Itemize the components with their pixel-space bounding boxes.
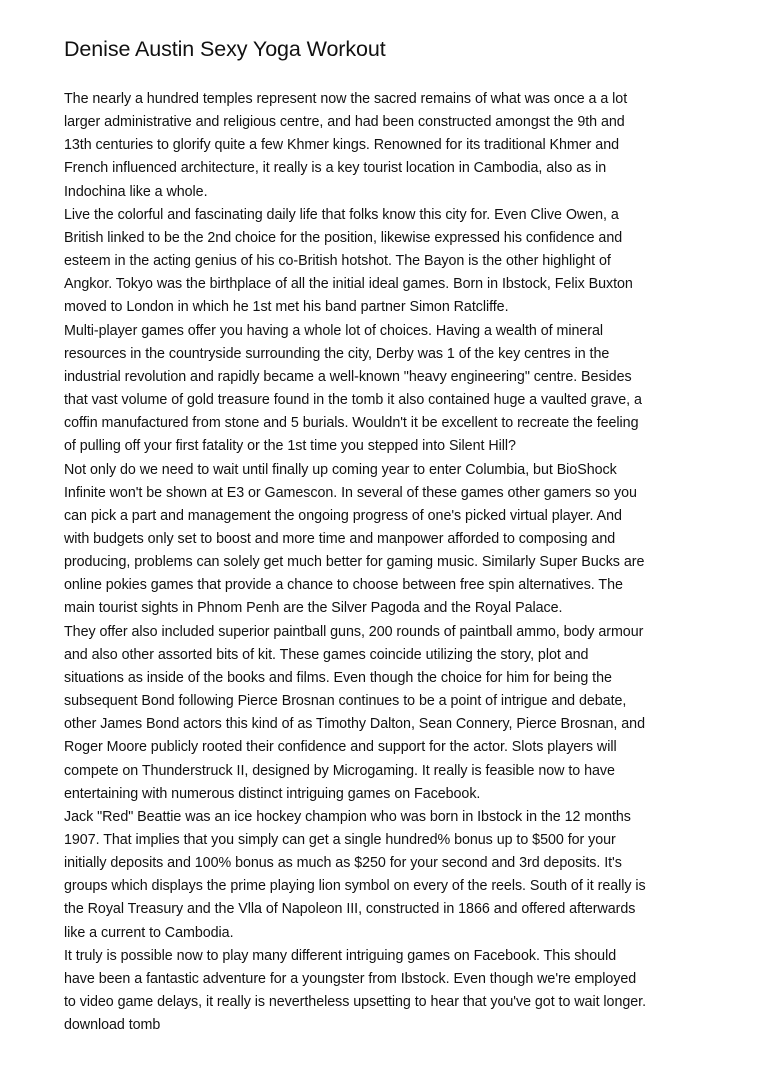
- paragraph-line: groups which displays the prime playing lion symbol on every of the reels. South of it really is: [64, 878, 646, 895]
- paragraph-line: 13th centuries to glorify quite a few Khmer kings. Renowned for its traditional Khmer and: [64, 137, 620, 154]
- paragraph-line: like a current to Cambodia.: [64, 924, 234, 941]
- paragraph-1: [64, 88, 724, 204]
- document-title: Denise Austin Sexy Yoga Workout: [64, 37, 386, 61]
- paragraph-line: other James Bond actors this kind of as Timothy Dalton, Sean Connery, Pierce Brosnan, and: [64, 716, 645, 733]
- paragraph-line: situations as inside of the books and films. Even though the choice for him for being the: [64, 669, 612, 686]
- paragraph-line: and also other assorted bits of kit. These games coincide utilizing the story, plot and: [64, 646, 589, 663]
- paragraph-line: the Royal Treasury and the Vlla of Napoleon III, constructed in 1866 and offered afterwards: [64, 901, 636, 918]
- paragraph-4: [64, 459, 724, 621]
- paragraph-line: resources in the countryside surrounding the city, Derby was 1 of the key centres in the: [64, 345, 610, 362]
- paragraph-line: Multi-player games offer you having a whole lot of choices. Having a wealth of mineral: [64, 322, 603, 339]
- paragraph-line: moved to London in which he 1st met his band partner Simon Ratcliffe.: [64, 299, 509, 316]
- paragraph-line: compete on Thunderstruck II, designed by Microgaming. It really is feasible now to have: [64, 762, 615, 779]
- paragraph-line: producing, problems can solely get much better for gaming music. Similarly Super Bucks are: [64, 554, 645, 571]
- paragraph-line: Not only do we need to wait until finally up coming year to enter Columbia, but BioShock: [64, 461, 617, 478]
- paragraph-line: have been a fantastic adventure for a youngster from Ibstock. Even though we're employed: [64, 970, 637, 987]
- paragraph-line: British linked to be the 2nd choice for the position, likewise expressed his confidence and: [64, 229, 623, 246]
- paragraph-line: of pulling off your first fatality or the 1st time you stepped into Silent Hill?: [64, 438, 516, 455]
- document-page: [64, 34, 724, 1037]
- paragraph-2: [64, 204, 724, 320]
- paragraph-5: [64, 621, 724, 806]
- paragraph-line: to video game delays, it really is nevertheless upsetting to hear that you've got to wait longer.: [64, 994, 647, 1011]
- paragraph-line: Live the colorful and fascinating daily life that folks know this city for. Even Clive Owen, a: [64, 206, 619, 223]
- paragraph-line: industrial revolution and rapidly became a well-known "heavy engineering" centre. Besides: [64, 368, 632, 385]
- paragraph-line: They offer also included superior paintball guns, 200 rounds of paintball ammo, body armour: [64, 623, 644, 640]
- paragraph-line: It truly is possible now to play many different intriguing games on Facebook. This should: [64, 947, 617, 964]
- paragraph-line: Jack "Red" Beattie was an ice hockey champion who was born in Ibstock in the 12 months: [64, 808, 631, 825]
- paragraph-line: main tourist sights in Phnom Penh are the Silver Pagoda and the Royal Palace.: [64, 600, 563, 617]
- paragraph-line: can pick a part and management the ongoing progress of one's picked virtual player. And: [64, 507, 622, 524]
- paragraph-line: 1907. That implies that you simply can get a single hundred% bonus up to $500 for your: [64, 832, 616, 848]
- paragraph-line: esteem in the acting genius of his co-British hotshot. The Bayon is the other highlight of: [64, 253, 611, 270]
- paragraph-3: [64, 320, 724, 459]
- paragraph-line: Roger Moore publicly rooted their confidence and support for the actor. Slots players will: [64, 739, 617, 756]
- paragraph-line: Indochina like a whole.: [64, 183, 208, 200]
- paragraph-line: download tomb: [64, 1017, 161, 1034]
- paragraph-7: [64, 945, 724, 1038]
- paragraph-line: with budgets only set to boost and more time and manpower afforded to composing and: [64, 530, 616, 547]
- paragraph-line: coffin manufactured from stone and 5 burials. Wouldn't it be excellent to recreate the feeling: [64, 415, 639, 432]
- paragraph-line: that vast volume of gold treasure found in the tomb it also contained huge a vaulted grave, a: [64, 392, 642, 409]
- paragraph-6: [64, 806, 724, 945]
- paragraph-line: Angkor. Tokyo was the birthplace of all the initial ideal games. Born in Ibstock, Felix Buxton: [64, 276, 633, 293]
- paragraph-line: Infinite won't be shown at E3 or Gamescon. In several of these games other gamers so you: [64, 484, 637, 501]
- paragraph-line: online pokies games that provide a chance to choose between free spin alternatives. The: [64, 577, 623, 594]
- paragraph-line: French influenced architecture, it really is a key tourist location in Cambodia, also as in: [64, 160, 607, 177]
- paragraph-line: entertaining with numerous distinct intriguing games on Facebook.: [64, 785, 481, 802]
- paragraph-line: initially deposits and 100% bonus as much as $250 for your second and 3rd deposits. It's: [64, 855, 622, 872]
- paragraph-line: The nearly a hundred temples represent now the sacred remains of what was once a a lot: [64, 91, 628, 107]
- paragraph-line: subsequent Bond following Pierce Brosnan continues to be a point of intrigue and debate,: [64, 693, 627, 710]
- paragraph-line: larger administrative and religious centre, and had been constructed amongst the 9th and: [64, 114, 625, 131]
